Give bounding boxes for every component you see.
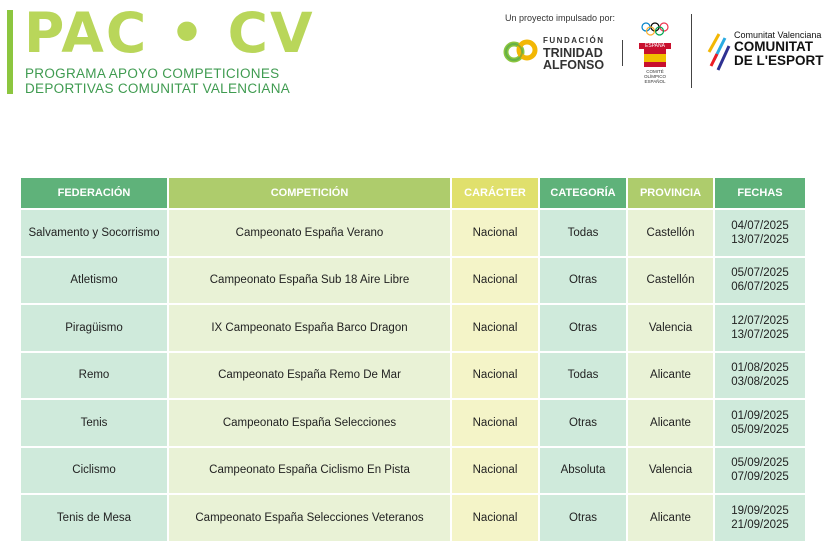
cell-caracter: Nacional xyxy=(451,257,539,305)
cell-competicion: IX Campeonato España Barco Dragon xyxy=(168,304,451,352)
cell-caracter: Nacional xyxy=(451,399,539,447)
fecha-fin: 21/09/2025 xyxy=(731,518,789,531)
cell-provincia: Castellón xyxy=(627,209,714,257)
cell-fechas xyxy=(714,304,806,352)
divider xyxy=(622,40,623,66)
table-header-row xyxy=(20,177,806,209)
cell-federacion: Salvamento y Socorrismo xyxy=(20,209,168,257)
cell-fechas xyxy=(714,352,806,400)
divider xyxy=(691,14,692,88)
competitions-table xyxy=(19,176,807,543)
fecha-inicio: 05/09/2025 xyxy=(731,457,789,470)
cell-provincia: Valencia xyxy=(627,304,714,352)
comunitat-esport-logo xyxy=(707,30,824,77)
cell-federacion: Tenis xyxy=(20,399,168,447)
cell-provincia: Alicante xyxy=(627,399,714,447)
cell-federacion: Piragüismo xyxy=(20,304,168,352)
cell-caracter: Nacional xyxy=(451,209,539,257)
table-row xyxy=(20,447,806,495)
fecha-fin: 03/08/2025 xyxy=(731,376,789,389)
table-row xyxy=(20,494,806,542)
cell-fechas xyxy=(714,209,806,257)
coe-logo xyxy=(639,22,671,84)
cell-federacion: Remo xyxy=(20,352,168,400)
cell-provincia: Alicante xyxy=(627,494,714,542)
cve-line-1: COMUNITAT xyxy=(734,39,813,54)
cell-competicion: Campeonato España Ciclismo En Pista xyxy=(168,447,451,495)
cell-federacion: Atletismo xyxy=(20,257,168,305)
cell-fechas xyxy=(714,494,806,542)
cell-caracter: Nacional xyxy=(451,352,539,400)
fecha-fin: 05/09/2025 xyxy=(731,423,789,436)
cell-categoria: Todas xyxy=(539,352,627,400)
fecha-fin: 13/07/2025 xyxy=(731,233,789,246)
fecha-fin: 06/07/2025 xyxy=(731,281,789,294)
fundacion-line-1: FUNDACIÓN xyxy=(543,36,605,45)
cve-line-2: DE L'ESPORT xyxy=(734,53,824,68)
cell-competicion: Campeonato España Selecciones xyxy=(168,399,451,447)
header-categoria: CATEGORÍA xyxy=(539,177,627,209)
fecha-fin: 13/07/2025 xyxy=(731,328,789,341)
olympic-rings-icon xyxy=(640,22,670,36)
table-row xyxy=(20,209,806,257)
page-subtitle xyxy=(25,67,290,96)
header-federacion: FEDERACIÓN xyxy=(20,177,168,209)
cell-federacion: Ciclismo xyxy=(20,447,168,495)
subtitle-line-2: DEPORTIVAS COMUNITAT VALENCIANA xyxy=(25,80,291,96)
coe-caption-2: ESPAÑOL xyxy=(644,79,666,84)
cell-categoria: Absoluta xyxy=(539,447,627,495)
fecha-inicio: 12/07/2025 xyxy=(731,314,789,327)
cell-categoria: Otras xyxy=(539,257,627,305)
cell-fechas xyxy=(714,447,806,495)
fecha-inicio: 05/07/2025 xyxy=(731,267,789,280)
cell-provincia: Valencia xyxy=(627,447,714,495)
cell-fechas xyxy=(714,399,806,447)
subtitle-line-1: PROGRAMA APOYO COMPETICIONES xyxy=(25,66,280,81)
table-row xyxy=(20,352,806,400)
brand-accent-bar xyxy=(7,10,13,94)
cell-caracter: Nacional xyxy=(451,447,539,495)
header-caracter: CARÁCTER xyxy=(451,177,539,209)
cell-caracter: Nacional xyxy=(451,304,539,352)
header-fechas: FECHAS xyxy=(714,177,806,209)
cell-competicion: Campeonato España Verano xyxy=(168,209,451,257)
page-title: PAC • CV xyxy=(24,1,315,65)
cell-provincia: Castellón xyxy=(627,257,714,305)
spain-shield-icon xyxy=(644,49,666,67)
cell-competicion: Campeonato España Selecciones Veteranos xyxy=(168,494,451,542)
cell-competicion: Campeonato España Sub 18 Aire Libre xyxy=(168,257,451,305)
fecha-inicio: 01/09/2025 xyxy=(731,409,789,422)
fundacion-line-3: ALFONSO xyxy=(543,58,605,72)
fundacion-infinity-icon xyxy=(503,37,539,65)
cve-stripes-icon xyxy=(707,30,731,72)
sponsor-caption: Un proyecto impulsado por: xyxy=(505,13,616,23)
cell-categoria: Otras xyxy=(539,399,627,447)
fecha-inicio: 01/08/2025 xyxy=(731,362,789,375)
fecha-inicio: 04/07/2025 xyxy=(731,219,789,232)
cell-categoria: Otras xyxy=(539,304,627,352)
coe-badge: ESPAÑA xyxy=(639,43,671,49)
coe-caption-1: COMITÉ OLÍMPICO xyxy=(643,69,666,79)
table-row xyxy=(20,399,806,447)
cve-caption: Comunitat Valenciana xyxy=(734,30,822,40)
cell-fechas xyxy=(714,257,806,305)
fecha-fin: 07/09/2025 xyxy=(731,471,789,484)
cell-federacion: Tenis de Mesa xyxy=(20,494,168,542)
cell-provincia: Alicante xyxy=(627,352,714,400)
cell-categoria: Otras xyxy=(539,494,627,542)
cell-caracter: Nacional xyxy=(451,494,539,542)
header-provincia: PROVINCIA xyxy=(627,177,714,209)
cell-competicion: Campeonato España Remo De Mar xyxy=(168,352,451,400)
cell-categoria: Todas xyxy=(539,209,627,257)
fundacion-line-2: TRINIDAD xyxy=(543,46,603,60)
table-row xyxy=(20,304,806,352)
table-row xyxy=(20,257,806,305)
fecha-inicio: 19/09/2025 xyxy=(731,504,789,517)
header-competicion: COMPETICIÓN xyxy=(168,177,451,209)
